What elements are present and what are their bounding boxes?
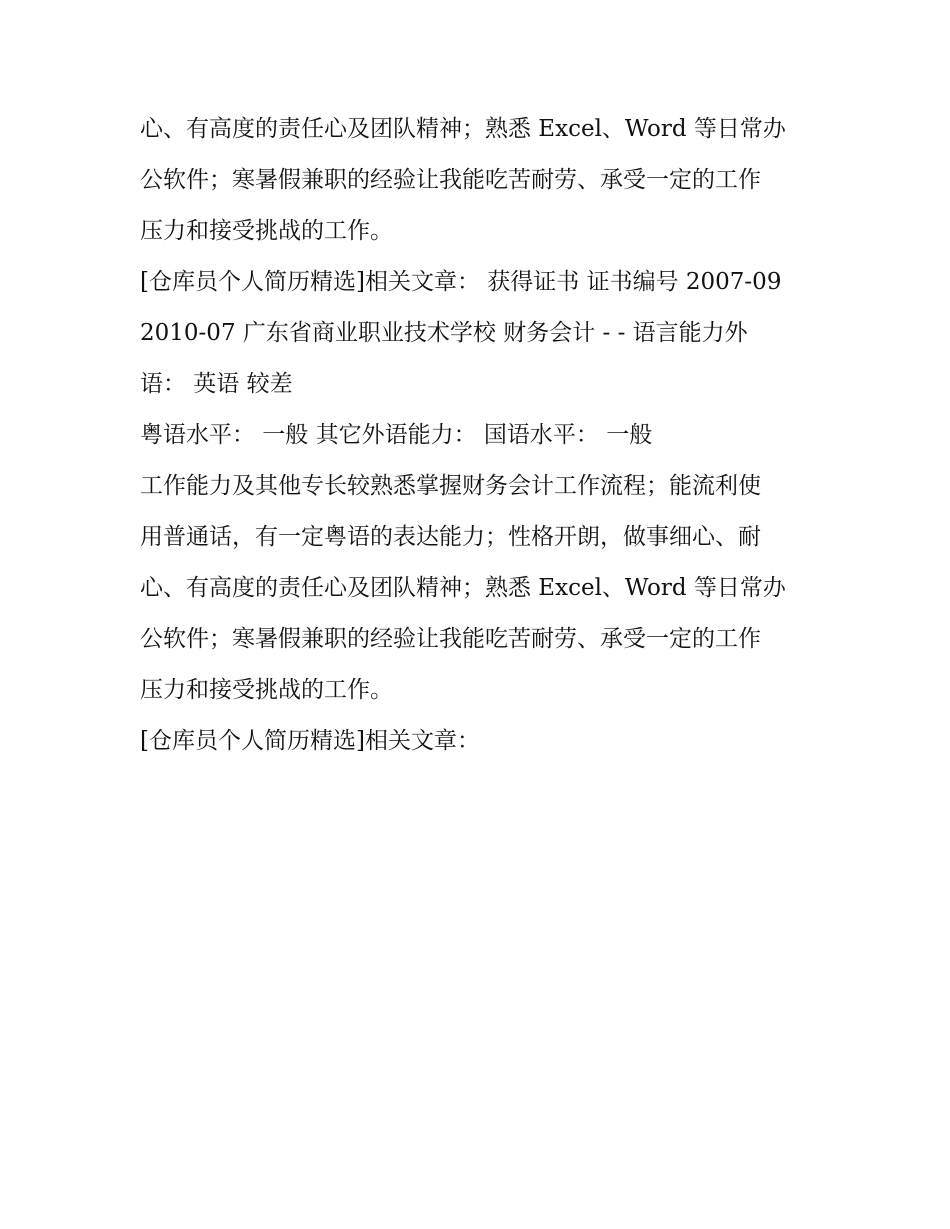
text-line: 语： 英语 较差	[140, 371, 293, 397]
text-line: 公软件；寒暑假兼职的经验让我能吃苦耐劳、承受一定的工作	[140, 626, 761, 652]
text-line: 心、有高度的责任心及团队精神；熟悉 Excel、Word 等日常办	[140, 575, 786, 601]
text-line: 心、有高度的责任心及团队精神；熟悉 Excel、Word 等日常办	[140, 116, 786, 142]
text-line: 公软件；寒暑假兼职的经验让我能吃苦耐劳、承受一定的工作	[140, 167, 761, 193]
text-line: [仓库员个人简历精选]相关文章： 获得证书 证书编号 2007-09	[140, 269, 782, 295]
text-line: 2010-07 广东省商业职业技术学校 财务会计 - - 语言能力外	[140, 320, 748, 346]
text-line: 粤语水平： 一般 其它外语能力： 国语水平： 一般	[140, 422, 653, 448]
document-body	[140, 104, 816, 767]
text-line: 压力和接受挑战的工作。	[140, 677, 393, 703]
text-line: 工作能力及其他专长较熟悉掌握财务会计工作流程；能流利使	[140, 473, 761, 499]
text-line: 压力和接受挑战的工作。	[140, 218, 393, 244]
text-line: [仓库员个人简历精选]相关文章：	[140, 728, 480, 754]
text-line: 用普通话，有一定粤语的表达能力；性格开朗，做事细心、耐	[140, 524, 761, 550]
